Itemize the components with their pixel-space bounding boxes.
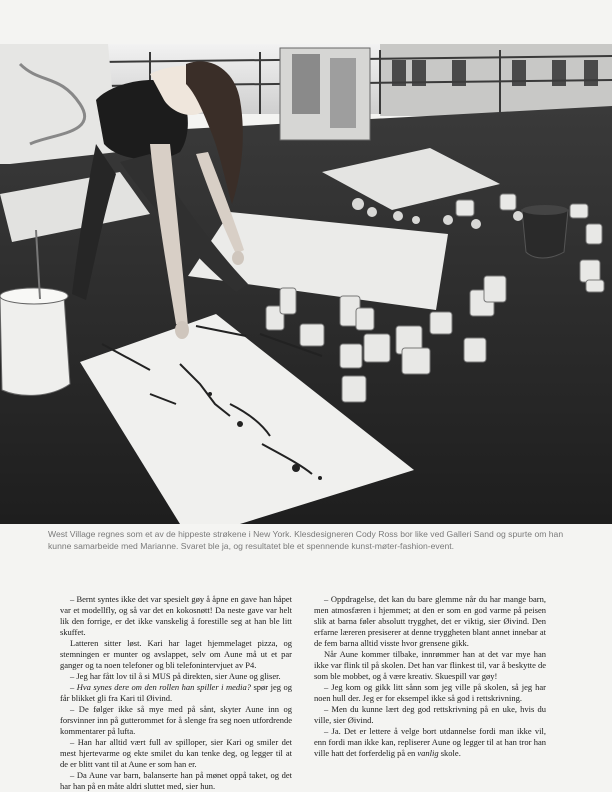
paragraph: – Bernt syntes ikke det var spesielt gøy å åpne en gave han håpet var et modellfly, og så var det en kokosnøtt! Da neste gave var helt lik den forrige, er det ikke vanskelig å forestille seg at han ble litt skuffet. bbox=[60, 594, 292, 637]
paragraph: Når Aune kommer tilbake, innrømmer han at det var mye han ikke var flink til på skolen. Det han var flinkest til, var å beskytte de som ble mobbet, og å være kreativ. Skuespill var gøy! bbox=[314, 649, 546, 681]
artist-painting-on-rooftop-photo bbox=[0, 44, 612, 524]
paragraph: – Oppdragelse, det kan du bare glemme når du har mange barn, men atmosfæren i hjemmet; at den er som en god varme på peisen slik at barna føler absolutt trygghet, det er viktig, sier Øivind. Den erfarne læreren presiserer at denne tryggheten blant annet innebar at de fem barna alltid visste hvor grensene gikk. bbox=[314, 594, 546, 648]
emphasis: vanlig bbox=[417, 748, 439, 758]
paragraph: – Men du kunne lært deg god rettskrivning på en uke, hvis du ville, sier Øivind. bbox=[314, 704, 546, 725]
paragraph-text: spør jeg og får blikket gli fra Kari til Øivind. bbox=[60, 682, 292, 703]
paragraph: – Jeg kom og gikk litt sånn som jeg ville på skolen, så jeg har noen hull der. Jeg er for eksempel ikke så god i rettskrivning. bbox=[314, 682, 546, 703]
paragraph-text: skole. bbox=[438, 748, 461, 758]
article-column-left bbox=[60, 594, 292, 792]
paragraph: – Han har alltid vært full av spilloper, sier Kari og smiler det mest hjertevarme og ekte smilet du kan tenke deg, og legger til at de er blitt vant til at Aune er som han er. bbox=[60, 737, 292, 769]
paragraph: – Da Aune var barn, balanserte han på mønet oppå taket, og det har han på en måte aldri sluttet med, sier hun. bbox=[60, 770, 292, 791]
paragraph bbox=[60, 682, 292, 704]
photo-caption: West Village regnes som et av de hippeste strøkene i New York. Klesdesigneren Cody Ross bor like ved Galleri Sand og spurte om han kunne samarbeide med Marianne. Svaret ble ja, og resultatet ble et spennende kunst-møter-fashion-event. bbox=[48, 529, 564, 551]
paragraph bbox=[314, 726, 546, 759]
paragraph: – De følger ikke så mye med på sånt, skyter Aune inn og forsvinner inn på gutterommet for å slenge fra seg noen utfordrende kommentarer på lufta. bbox=[60, 704, 292, 736]
paragraph: Latteren sitter løst. Kari har laget hjemmelaget pizza, og stemningen er munter og avslappet, selv om Aune må ut et par ganger og ta noen telefoner og bli telefonintervjuet av P4. bbox=[60, 638, 292, 670]
paragraph-text: – Ja. Det er lettere å velge bort utdannelse fordi man ikke vil, enn fordi man ikke kan, repliserer Aune og legger til at han tror han ville hatt det forferdelig på en bbox=[314, 726, 546, 758]
paragraph: – Jeg har fått lov til å si MUS på direkten, sier Aune og gliser. bbox=[70, 671, 281, 681]
article-column-right bbox=[314, 594, 546, 759]
interview-question: – Hva synes dere om den rollen han spiller i media? bbox=[70, 682, 251, 692]
